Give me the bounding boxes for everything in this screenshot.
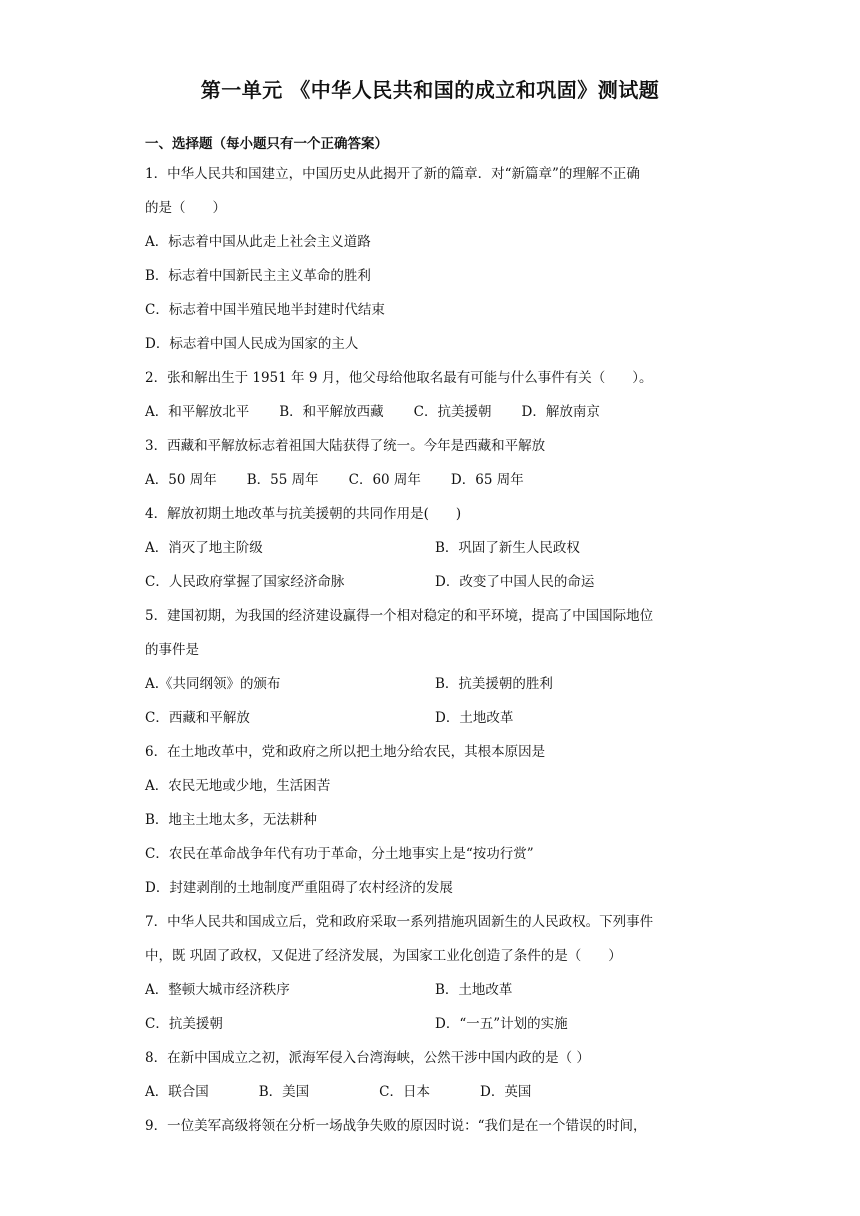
question-6-option-a: A．农民无地或少地，生活困苦: [145, 778, 331, 794]
question-2-options: [145, 402, 725, 436]
question-2-option-b: B．和平解放西藏: [279, 404, 384, 420]
question-3-option-c: C．60 周年: [348, 472, 421, 488]
question-9-stem-line-1: 9．一位美军高级将领在分析一场战争失败的原因时说：“我们是在一个错误的时间，: [145, 1118, 647, 1134]
question-2-option-c: C．抗美援朝: [413, 404, 492, 420]
question-list: [145, 134, 725, 1150]
question-4-options-row-1: [145, 538, 725, 572]
question-6-stem: 6．在土地改革中，党和政府之所以把土地分给农民，其根本原因是: [145, 744, 546, 760]
question-2-stem: 2．张和解出生于 1951 年 9 月，他父母给他取名最有可能与什么事件有关（ ）。: [145, 370, 653, 386]
question-8-stem: 8．在新中国成立之初，派海军侵入台湾海峡，公然干涉中国内政的是（ ）: [145, 1050, 590, 1066]
question-4-option-a: A．消灭了地主阶级: [145, 540, 263, 556]
section-heading: 一、选择题（每小题只有一个正确答案）: [145, 136, 388, 152]
question-7-option-b: B．土地改革: [435, 982, 513, 998]
question-7-options-row-2: [145, 1014, 725, 1048]
question-7-option-d: D．“一五”计划的实施: [435, 1016, 568, 1032]
question-3-option-b: B．55 周年: [246, 472, 319, 488]
question-8-option-a: A．联合国: [145, 1084, 209, 1100]
question-5-option-a: A.《共同纲领》的颁布: [145, 676, 281, 692]
question-4-option-b: B．巩固了新生人民政权: [435, 540, 580, 556]
question-5-option-d: D．土地改革: [435, 710, 514, 726]
question-8-option-b: B．美国: [258, 1084, 310, 1100]
question-7-stem-line-2: 中，既 巩固了政权，又促进了经济发展，为国家工业化创造了条件的是（ ）: [145, 948, 622, 964]
question-2-option-a: A．和平解放北平: [145, 404, 250, 420]
question-5-stem-line-1: 5．建国初期，为我国的经济建设赢得一个相对稳定的和平环境，提高了中国国际地位: [145, 608, 654, 624]
question-6-option-d: D．封建剥削的土地制度严重阻碍了农村经济的发展: [145, 880, 453, 896]
question-1-option-a: A．标志着中国从此走上社会主义道路: [145, 234, 371, 250]
question-1-option-b: B．标志着中国新民主主义革命的胜利: [145, 268, 371, 284]
question-4-option-d: D．改变了中国人民的命运: [435, 574, 595, 590]
question-7-option-c: C．抗美援朝: [145, 1016, 223, 1032]
question-4-option-c: C．人民政府掌握了国家经济命脉: [145, 574, 345, 590]
question-3-stem: 3．西藏和平解放标志着祖国大陆获得了统一。今年是西藏和平解放: [145, 438, 546, 454]
question-8-option-c: C．日本: [379, 1084, 431, 1100]
question-6-option-b: B．地主土地太多，无法耕种: [145, 812, 317, 828]
question-1-option-d: D．标志着中国人民成为国家的主人: [145, 336, 359, 352]
question-7-stem-line-1: 7．中华人民共和国成立后，党和政府采取一系列措施巩固新生的人民政权。下列事件: [145, 914, 654, 930]
question-1-stem-line-1: 1．中华人民共和国建立，中国历史从此揭开了新的篇章．对“新篇章”的理解不正确: [145, 166, 640, 182]
question-5-stem-line-2: 的事件是: [145, 642, 199, 658]
question-3-options: [145, 470, 725, 504]
question-2-option-d: D．解放南京: [521, 404, 600, 420]
question-7-options-row-1: [145, 980, 725, 1014]
question-8-option-d: D．英国: [480, 1084, 532, 1100]
question-5-option-c: C．西藏和平解放: [145, 710, 250, 726]
question-1-stem-line-2: 的是（ ）: [145, 200, 226, 216]
question-5-option-b: B．抗美援朝的胜利: [435, 676, 553, 692]
question-8-options: [145, 1082, 725, 1116]
question-6-option-c: C．农民在革命战争年代有功于革命，分土地事实上是“按功行赏”: [145, 846, 534, 862]
question-1-option-c: C．标志着中国半殖民地半封建时代结束: [145, 302, 385, 318]
page-title: 第一单元 《中华人民共和国的成立和巩固》测试题: [200, 78, 660, 102]
question-5-options-row-2: [145, 708, 725, 742]
question-7-option-a: A．整顿大城市经济秩序: [145, 982, 290, 998]
question-4-stem: 4．解放初期土地改革与抗美援朝的共同作用是( ): [145, 506, 462, 522]
question-3-option-d: D．65 周年: [450, 472, 524, 488]
question-4-options-row-2: [145, 572, 725, 606]
question-3-option-a: A．50 周年: [145, 472, 217, 488]
question-5-options-row-1: [145, 674, 725, 708]
